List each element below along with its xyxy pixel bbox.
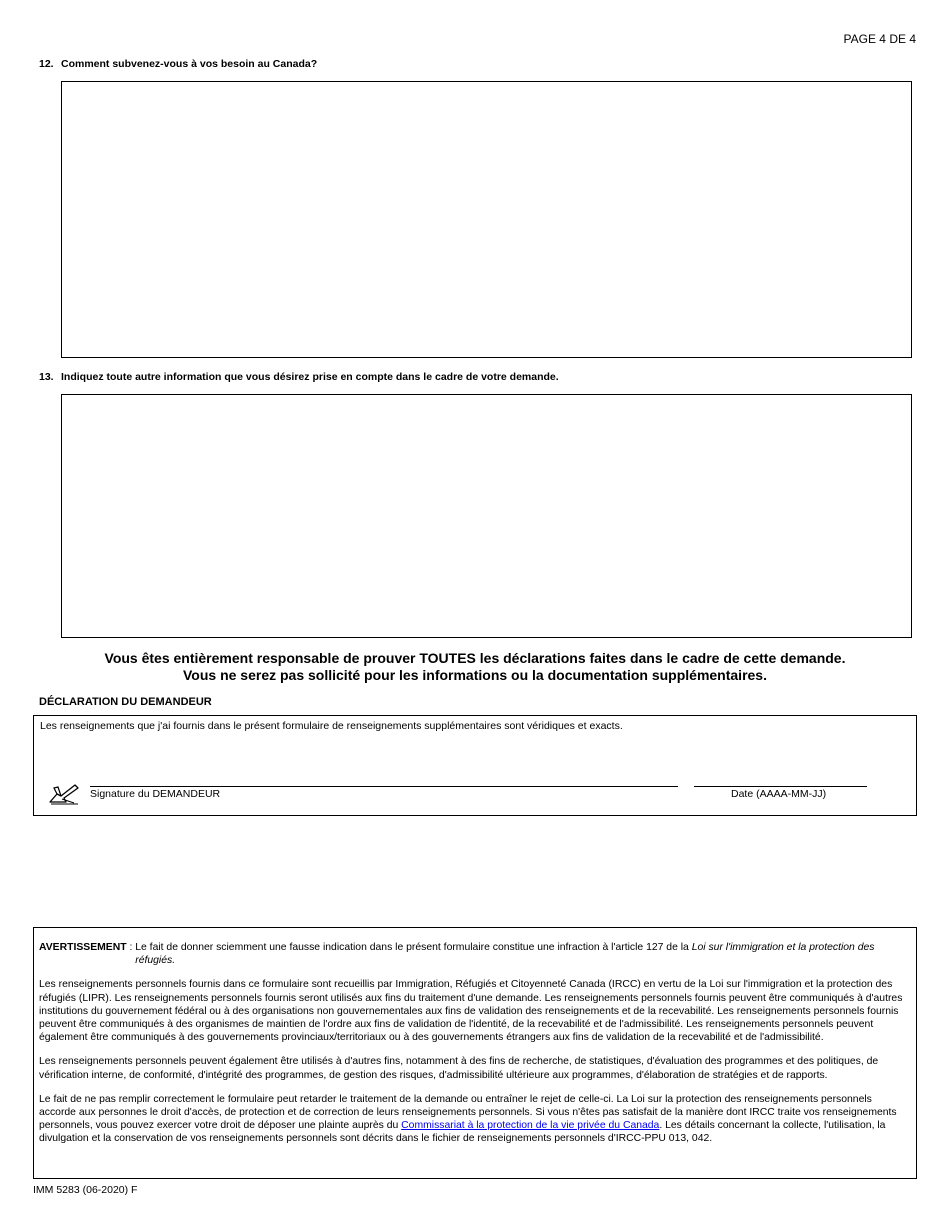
responsibility-warning-line-1: Vous êtes entièrement responsable de prouver TOUTES les déclarations faites dans le cadre de cette demande. <box>104 650 846 666</box>
privacy-commissioner-link[interactable]: Commissariat à la protection de la vie privée du Canada <box>401 1120 660 1132</box>
question-12-number: 12. <box>39 58 54 70</box>
question-12-text: Comment subvenez-vous à vos besoin au Canada? <box>61 58 318 70</box>
responsibility-warning <box>0 650 950 684</box>
signature-field[interactable] <box>90 786 678 787</box>
page-number: PAGE 4 DE 4 <box>843 32 916 46</box>
declaration-statement: Les renseignements que j'ai fournis dans le présent formulaire de renseignements supplémentaires sont véridiques et exacts. <box>40 720 623 732</box>
notice-warning-row <box>39 941 911 967</box>
date-field[interactable] <box>694 786 867 787</box>
notice-paragraph-3 <box>39 1093 911 1146</box>
responsibility-warning-line-2: Vous ne serez pas sollicité pour les informations ou la documentation supplémentaires. <box>183 667 767 683</box>
notice-paragraph-2: Les renseignements personnels peuvent également être utilisés à d'autres fins, notamment à des fins de recherche, de statistiques, d'évaluation des programmes et des politiques, de vérification interne, de conformité, d'intégrité des programmes, de gestion des risques, d'admissibilité ultérieure aux programmes, d'élaboration de stratégies et de rapports. <box>39 1056 879 1081</box>
date-label: Date (AAAA-MM-JJ) <box>731 788 827 800</box>
question-13-number: 13. <box>39 371 54 383</box>
notice-warning-law-title: Loi sur l'immigration et la protection des réfugiés. <box>135 942 875 967</box>
notice-paragraph-3-text-after: . Les détails concernant la collecte, l'utilisation, la divulgation et la conservation de vos renseignements personnels sont décrits dans le fichier de renseignements personnels d'IRCC-PPU 013, 042. <box>39 1120 886 1145</box>
question-13-text: Indiquez toute autre information que vous désirez prise en compte dans le cadre de votre demande. <box>61 371 559 383</box>
notice-warning-text <box>135 941 911 967</box>
notice-separator: : <box>126 942 136 953</box>
question-13-label <box>39 371 559 383</box>
question-12-label <box>39 58 317 70</box>
notice-heading: AVERTISSEMENT <box>39 942 127 953</box>
notice-paragraph-1: Les renseignements personnels fournis dans ce formulaire sont recueillis par Immigration, Réfugiés et Citoyenneté Canada (IRCC) en vertu de la Loi sur l'immigration et la protection des réfugiés (LIPR). Les renseignements personnels fournis seront utilisés aux fins du traitement d'une demande. Les renseignements personnels fournis peuvent être communiqués à d'autres institutions du gouvernement fédéral ou à des organisations non gouvernementales aux fins de validation des renseignements et de la recevabilité. Les renseignements personnels fournis peuvent être communiqués à des organismes de maintien de l'ordre aux fins de validation de l'identité, de la recevabilité et de l'admissibilité. Les renseignements personnels peuvent également être communiqués à des gouvernements provinciaux/territoriaux ou à des gouvernements étrangers aux fins de validation de la recevabilité et de l'admissibilité. <box>39 979 903 1044</box>
declaration-box <box>33 715 917 816</box>
signature-pen-icon <box>48 782 80 806</box>
privacy-notice-box <box>33 927 917 1179</box>
signature-label: Signature du DEMANDEUR <box>90 788 221 800</box>
declaration-title: DÉCLARATION DU DEMANDEUR <box>39 696 212 708</box>
question-12-answer-field[interactable] <box>61 81 912 358</box>
notice-paragraph-3-text-before: Le fait de ne pas remplir correctement le formulaire peut retarder le traitement de la demande ou entraîner le rejet de celle-ci. La Loi sur la protection des renseignements personnels accorde aux personnes le droit d'accès, de protection et de correction de leurs renseignements personnels. Si vous n'êtes pas satisfait de la manière dont IRCC traite vos renseignements personnels, vous pouvez exercer votre droit de déposer une plainte auprès du <box>39 1093 897 1132</box>
notice-warning-text-main: Le fait de donner sciemment une fausse indication dans le présent formulaire constitue une infraction à l'article 127 de la <box>135 942 692 953</box>
question-13-answer-field[interactable] <box>61 394 912 638</box>
form-code: IMM 5283 (06-2020) F <box>33 1184 138 1196</box>
